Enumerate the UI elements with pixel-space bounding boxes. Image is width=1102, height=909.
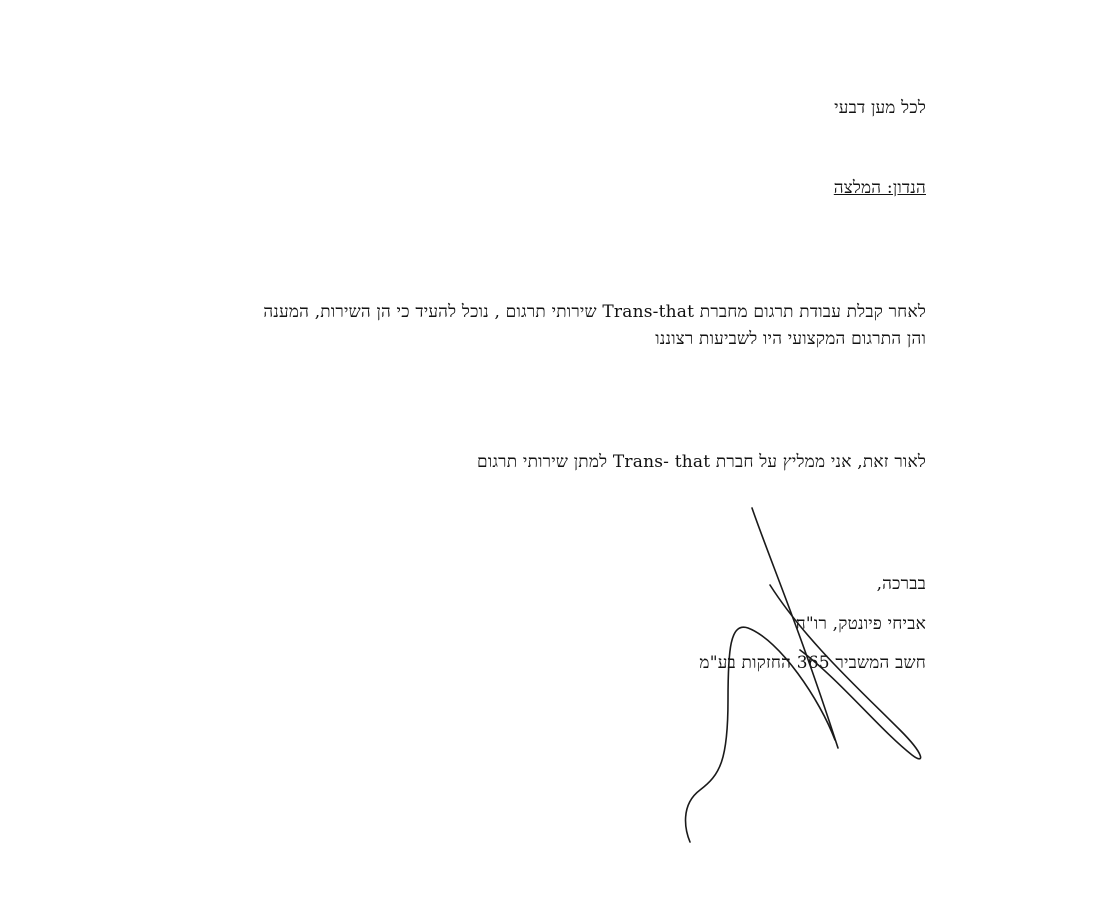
body-paragraph-line-1: לאחר קבלת עבודת תרגום מחברת Trans-that שירותי תרגום , נוכל להעיד כי הן השירות, המענה (263, 302, 926, 322)
subject-line: הנדון: המלצה (833, 178, 926, 198)
closing: בברכה, (876, 574, 926, 594)
body-paragraph-line-2: והן התרגום המקצועי היו לשביעות רצוננו (655, 329, 926, 349)
signer-title: חשב המשביר 365 החזקות בע"מ (699, 653, 926, 673)
signer-name: אביחי פיונטק, רו"ח (795, 614, 926, 634)
greeting: לכל מען דבעי (834, 98, 926, 118)
recommendation-line: לאור זאת, אני ממליץ על חברת Trans- that למתן שירותי תרגום (477, 452, 926, 472)
